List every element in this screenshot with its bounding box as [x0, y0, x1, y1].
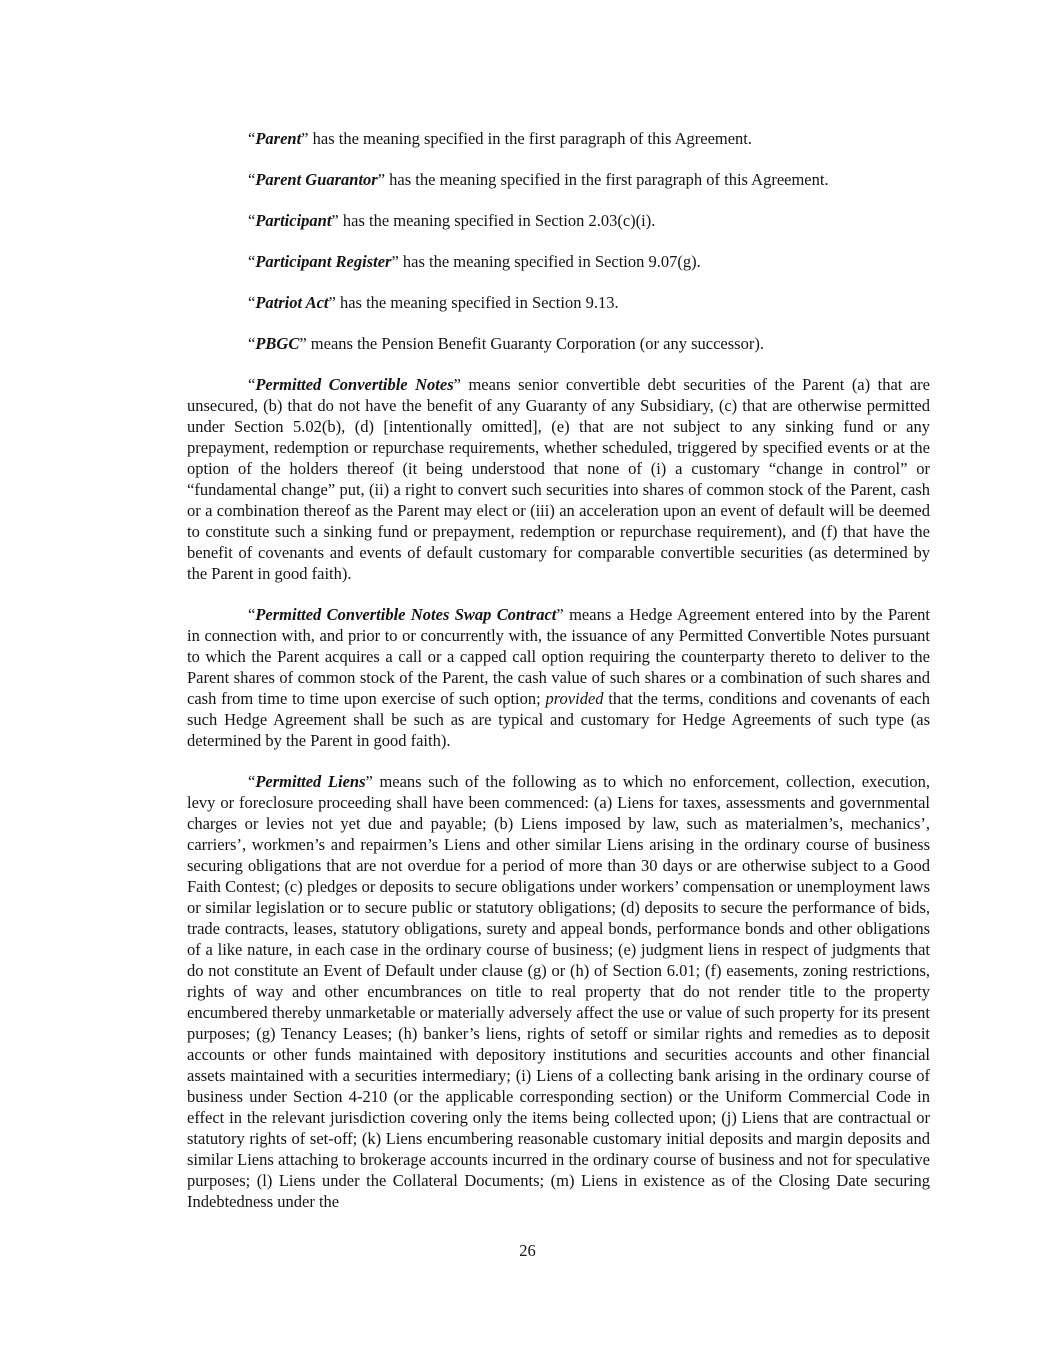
page-number: 26 [519, 1241, 536, 1260]
defined-term: Permitted Convertible Notes Swap Contract [255, 605, 557, 624]
open-quote: “ [248, 129, 256, 148]
definition-permitted-convertible-notes [187, 374, 930, 584]
definition-text: ” has the meaning specified in the first paragraph of this Agreement. [377, 170, 829, 189]
open-quote: “ [248, 252, 256, 271]
definition-text: that the terms, conditions and covenants of each such Hedge Agreement shall be such as are typical and customary for Hedge Agreements of such type (as determined by the Parent in good faith). [187, 689, 930, 750]
definition-text: ” has the meaning specified in Section 2.03(c)(i). [331, 211, 656, 230]
definition-parent-guarantor [187, 169, 930, 190]
defined-term: Permitted Liens [255, 772, 366, 791]
definition-pbgc [187, 333, 930, 354]
definition-text: ” means such of the following as to which no enforcement, collection, execution, levy or foreclosure proceeding shall have been commenced: (a) Liens for taxes, assessments and governmental charges or levies not yet due and payable; (b) Liens imposed by law, such as materialmen’s, mechanics’, carriers’, workmen’s and repairmen’s Liens and other similar Liens arising in the ordinary course of business securing obligations that are not overdue for a period of more than 30 days or are otherwise subject to a Good Faith Contest; (c) pledges or deposits to secure obligations under workers’ compensation or unemployment laws or similar legislation or to secure public or statutory obligations; (d) deposits to secure the performance of bids, trade contracts, leases, statutory obligations, surety and appeal bonds, performance bonds and other obligations of a like nature, in each case in the ordinary course of business; (e) judgment liens in respect of judgments that do not constitute an Event of Default under clause (g) or (h) of Section 6.01; (f) easements, zoning restrictions, rights of way and other encumbrances on title to real property that do not render title to the property encumbered thereby unmarketable or materially adversely affect the use or value of such property for its present purposes; (g) Tenancy Leases; (h) banker’s liens, rights of setoff or similar rights and remedies as to deposit accounts or other funds maintained with depository institutions and securities accounts and other financial assets maintained with a securities intermediary; (i) Liens of a collecting bank arising in the ordinary course of business under Section 4-210 (or the applicable corresponding section) or the Uniform Commercial Code in effect in the relevant jurisdiction covering only the items being collected upon; (j) Liens that are contractual or statutory rights of set-off; (k) Liens encumbering reasonable customary initial deposits and margin deposits and similar Liens attaching to brokerage accounts incurred in the ordinary course of business and not for speculative purposes; (l) Liens under the Collateral Documents; (m) Liens in existence as of the Closing Date securing Indebtedness under the [187, 772, 930, 1211]
open-quote: “ [248, 293, 256, 312]
open-quote: “ [248, 211, 256, 230]
definition-patriot-act [187, 292, 930, 313]
definition-text: ” means senior convertible debt securities of the Parent (a) that are unsecured, (b) that do not have the benefit of any Guaranty of any Subsidiary, (c) that are otherwise permitted under Section 5.02(b), (d) [intentionally omitted], (e) that are not subject to any sinking fund or any prepayment, redemption or repurchase requirements, whether scheduled, triggered by specified events or at the option of the holders thereof (it being understood that none of (i) a customary “change in control” or “fundamental change” put, (ii) a right to convert such securities into shares of common stock of the Parent, cash or a combination thereof as the Parent may elect or (iii) an acceleration upon an event of default will be deemed to constitute such a sinking fund or prepayment, redemption or repurchase requirement), and (f) that have the benefit of covenants and events of default customary for comparable convertible securities (as determined by the Parent in good faith). [187, 375, 930, 583]
definition-permitted-convertible-notes-swap-contract [187, 604, 930, 751]
defined-term: Parent [255, 129, 302, 148]
open-quote: “ [248, 170, 256, 189]
defined-term: PBGC [255, 334, 300, 353]
open-quote: “ [248, 334, 256, 353]
proviso-word: provided [545, 689, 604, 708]
definition-participant [187, 210, 930, 231]
definition-text: ” has the meaning specified in Section 9.13. [328, 293, 619, 312]
open-quote: “ [248, 772, 256, 791]
definition-text: ” means the Pension Benefit Guaranty Corporation (or any successor). [299, 334, 764, 353]
open-quote: “ [248, 605, 256, 624]
defined-term: Parent Guarantor [255, 170, 378, 189]
open-quote: “ [248, 375, 256, 394]
defined-term: Participant Register [255, 252, 392, 271]
definition-parent [187, 128, 930, 149]
defined-term: Participant [255, 211, 332, 230]
defined-term: Permitted Convertible Notes [255, 375, 454, 394]
definition-permitted-liens [187, 771, 930, 1212]
definition-text: ” has the meaning specified in Section 9.07(g). [391, 252, 701, 271]
definition-text: ” means a Hedge Agreement entered into by the Parent in connection with, and prior to or concurrently with, the issuance of any Permitted Convertible Notes pursuant to which the Parent acquires a call or a capped call option requiring the counterparty thereto to deliver to the Parent shares of common stock of the Parent, the cash value of such shares or a combination of such shares and cash from time to time upon exercise of such option; [187, 605, 930, 708]
defined-term: Patriot Act [255, 293, 329, 312]
definition-text: ” has the meaning specified in the first paragraph of this Agreement. [301, 129, 753, 148]
definition-participant-register [187, 251, 930, 272]
document-body [187, 128, 930, 1212]
